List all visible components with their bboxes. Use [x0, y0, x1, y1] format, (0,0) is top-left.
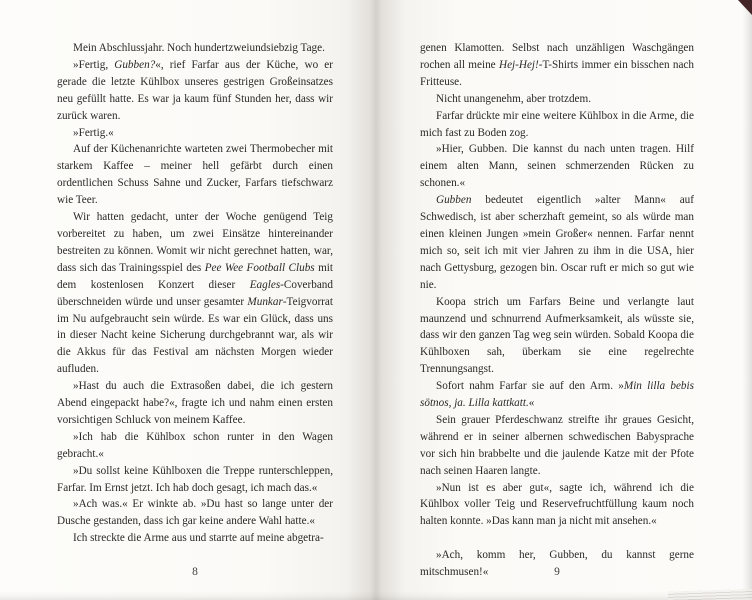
- paragraph: [57, 57, 333, 125]
- paragraph: [57, 530, 333, 547]
- text-run: mit dem kostenlosen Konzert dieser: [57, 261, 333, 291]
- italic-text-run: Eagles: [249, 278, 281, 291]
- paragraph: [57, 209, 333, 378]
- text-run: Koopa strich um Farfars Beine und verlangte laut maunzend und schnurrend Aufmerksamkeit, als wüsste sie, dass wir den ganzen Tag weg sein würden. Sobald Koopa die Kühlboxen sah, überkam sie eine regelrechte Trennungsangst.: [420, 295, 694, 376]
- text-run: »Ach was.« Er winkte ab. »Du hast so lange unter der Dusche gestanden, dass ich gar keine andere Wahl hatte.«: [57, 498, 333, 528]
- paragraph: [420, 480, 694, 531]
- text-run: »Hast du auch die Extrasoßen dabei, die ich gestern Abend eingepackt habe?«, fragte ich und nahm einen ersten vorsichtigen Schluck von meinem Kaffee.: [57, 380, 333, 426]
- text-run: Mein Abschlussjahr. Noch hundertzweiundsiebzig Tage.: [73, 42, 325, 54]
- paragraph: [420, 294, 694, 379]
- paragraph: [57, 496, 333, 530]
- paragraph: [420, 378, 694, 412]
- text-run: bedeutet eigentlich »alter Mann« auf Schwedisch, ist aber scherzhaft gemeint, so als würde man einen kleinen Jungen »mein Großer« nennen. Farfar nennt mich so, seit ich mit vier Jahren zu ihm in die USA, hier nach Gettysburg, gezogen bin. Oscar ruft er mich so gut wie nie.: [420, 194, 694, 291]
- gutter-shadow: [346, 0, 406, 600]
- paragraph: [420, 108, 694, 142]
- text-run: Sein grauer Pferdeschwanz streifte ihr graues Gesicht, während er in seiner albernen schwedischen Babysprache vor sich hin brabbelte und die jaulende Katze mit der Pfote nach seinen Haaren langte.: [420, 413, 694, 477]
- text-run: »Ich hab die Kühlbox schon runter in den Wagen gebracht.«: [57, 430, 333, 460]
- text-run: -Teigvorrat im Nu aufgebraucht sein würde. Es war ein Glück, dass uns in dieser Nacht keine Sicherung durchgebrannt war, als wir die Akkus für das Festival am nächsten Morgen wieder aufluden.: [57, 295, 333, 376]
- left-page-text: [57, 40, 333, 547]
- right-page-number: 9: [554, 566, 560, 578]
- text-run: »Nun ist es aber gut«, sagte ich, während ich die Kühlbox voller Teig und Reservefruchtfüllung kaum noch halten konnte. »Das kann man ja nicht mit ansehen.«: [420, 481, 694, 528]
- paragraph: [57, 125, 333, 142]
- text-run: «: [528, 397, 535, 410]
- right-page-text: [420, 40, 694, 581]
- paragraph: [57, 141, 333, 209]
- page-stack-corner: [668, 589, 752, 600]
- italic-text-run: Pee Wee Football Clubs: [204, 261, 315, 274]
- text-run: genen Klamotten. Selbst nach unzähligen Waschgängen rochen all meine: [420, 42, 694, 71]
- paragraph: [57, 463, 333, 497]
- text-run: »Du sollst keine Kühlboxen die Treppe runterschleppen, Farfar. Im Ernst jetzt. Ich hab doch gesagt, ich mach das.«: [57, 464, 333, 494]
- page-edge-bottom: [0, 591, 752, 600]
- text-run: Wir hatten gedacht, unter der Woche genügend Teig vorbereitet zu haben, um zwei Einsätze hintereinander bestreiten zu können. Womit wir nicht gerechnet hatten, war, dass sich das Trainingsspiel des: [57, 211, 333, 274]
- italic-text-run: Gubben: [436, 194, 472, 207]
- paragraph: [420, 141, 694, 192]
- text-run: Auf der Küchenanrichte warteten zwei Thermobecher mit starkem Kaffee – meiner hell gefärbt durch einen ordentlichen Schuss Sahne und Zucker, Farfars tiefschwarz wie Teer.: [57, 143, 333, 207]
- text-run: Farfar drückte mir eine weitere Kühlbox in die Arme, die mich fast zu Boden zog.: [420, 109, 694, 139]
- paragraph: [420, 40, 694, 91]
- text-run: »Fertig.«: [73, 126, 114, 139]
- page-edge-right: [742, 0, 752, 600]
- italic-text-run: Hej-Hej!: [498, 58, 539, 71]
- paragraph: [420, 91, 694, 108]
- paragraph: [57, 429, 333, 463]
- text-run: «, rief Farfar aus der Küche, wo er gerade die letzte Kühlbox unseres gestrigen Großeinsatzes neu gefüllt hatte. Es war ja kaum fünf Stunden her, dass wir zurück waren.: [57, 58, 333, 122]
- paragraph: [420, 412, 694, 480]
- text-run: -Coverband überschneiden würde und unser gesamter: [57, 278, 333, 308]
- text-run: »Hier, Gubben. Die kannst du nach unten tragen. Hilf einem alten Mann, seinen schmerzenden Rücken zu schonen.«: [420, 143, 694, 190]
- italic-text-run: Munkar: [247, 295, 283, 308]
- paragraph: [57, 378, 333, 429]
- paragraph: [57, 40, 333, 57]
- text-run: »Ach, komm her, Gubben, du kannst gerne mitschmusen!«: [420, 549, 694, 579]
- italic-text-run: Gubben?: [114, 58, 156, 71]
- text-run: Ich streckte die Arme aus und starrte auf meine abgetra-: [73, 532, 324, 545]
- text-run: -T-Shirts immer ein bisschen nach Fritteuse.: [420, 58, 694, 88]
- text-run: Nicht unangenehm, aber trotzdem.: [436, 92, 592, 105]
- paragraph: [420, 192, 694, 293]
- text-run: Sofort nahm Farfar sie auf den Arm. »: [436, 380, 624, 393]
- left-page-number: 8: [192, 566, 198, 578]
- text-run: »Fertig,: [73, 58, 115, 71]
- italic-text-run: Min lilla bebis sötnos, ja. Lilla kattkatt.: [420, 380, 694, 410]
